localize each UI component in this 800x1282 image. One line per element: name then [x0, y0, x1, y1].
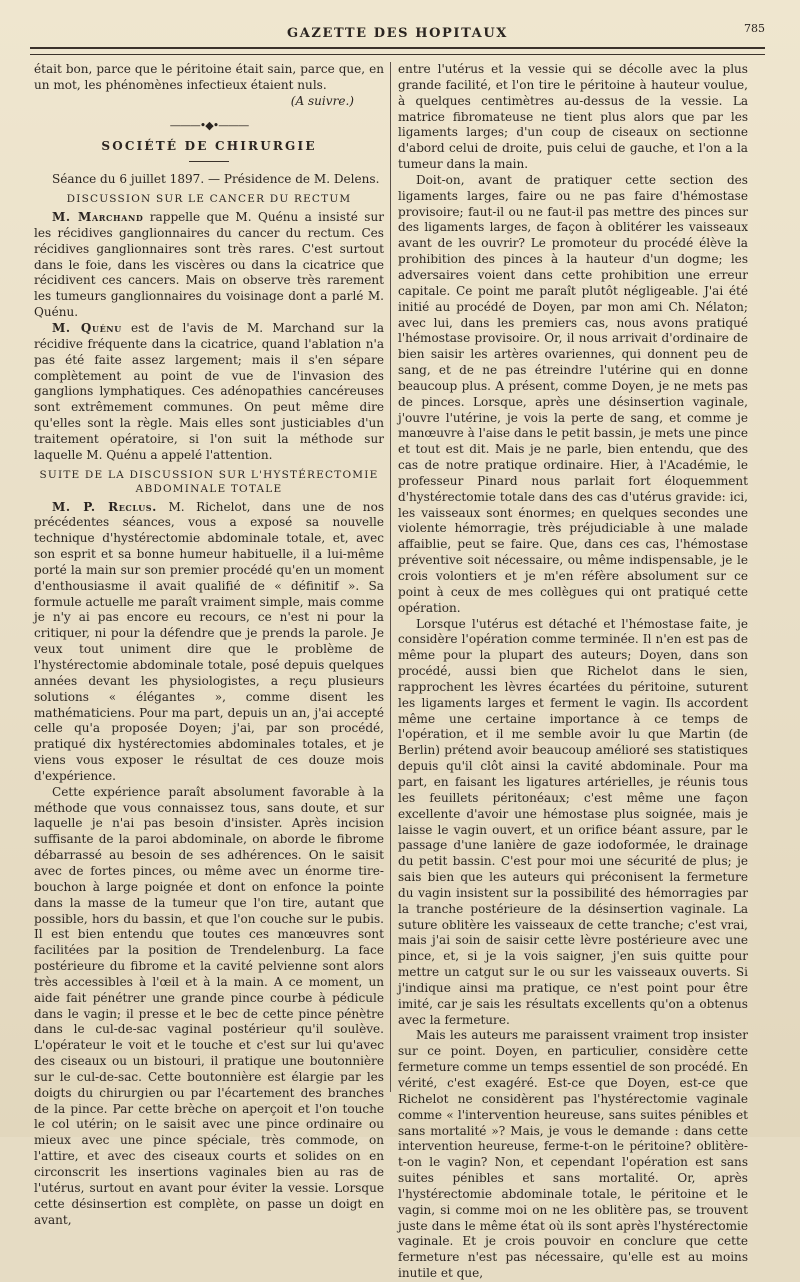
- section-heading: SOCIÉTÉ DE CHIRURGIE: [101, 139, 317, 154]
- discussion-heading: DISCUSSION SUR LE CANCER DU RECTUM: [66, 193, 352, 206]
- paragraph: entre l'utérus et la vessie qui se décolle avec la plus grande facilité, et l'on tire le péritoine à hauteur voulue, à quelques centimètres au-dessus de la vessie. La matrice fibromateuse ne tient plus alors que par les ligaments larges; d'un coup de ciseaux on sectionne d'abord celui de droite, puis celui de gauche, et l'on a la tumeur dans la main.: [398, 62, 748, 172]
- paragraph: [34, 210, 384, 321]
- column-divider: [390, 62, 391, 1092]
- paragraph: [34, 500, 384, 785]
- continuation-note: (A suivre.): [290, 93, 354, 108]
- page-number: 785: [744, 22, 765, 35]
- paragraph-text: est de l'avis de M. Marchand sur la récidive fréquente dans la cicatrice, quand l'ablation n'a pas été faite assez largement; mais il s'en sépare complètement au point de vue de l'invasion des ganglions lymphatiques. Ces adénopathies cancéreuses sont extrêmement communes. On peut même dire qu'elles sont la règle. Mais elles sont justiciables d'un traitement opératoire, si l'on suit la méthode sur laquelle M. Quénu a appelé l'attention.: [34, 320, 384, 462]
- paragraph: Doit-on, avant de pratiquer cette section des ligaments larges, faire ou ne pas faire d'hémostase provisoire; faut-il ou ne faut-il pas mettre des pinces sur des ligaments larges, de façon à oblitérer les vaisseaux avant de les ouvrir? Le promoteur du procédé élève la prohibition des pinces à la hauteur d'un dogme; les adversaires voient dans cette prohibition une erreur capitale. Ce point me paraît plutôt négligeable. J'ai été initié au procédé de Doyen, par mon ami Ch. Nélaton; avec lui, dans les premiers cas, nous avons pratiqué l'hémostase provisoire. Or, il nous arrivait d'ordinaire de bien saisir les artères ovariennes, qui donnent peu de sang, et de ne pas étreindre l'utérine qui en donne beaucoup plus. A présent, comme Doyen, je ne mets pas de pinces. Lorsque, après une désinsertion vaginale, j'ouvre l'utérine, je vois la perte de sang, et comme je manœuvre à l'aise dans le petit bassin, je mets une pince et tout est dit. Mais je ne parle, bien entendu, que des cas de notre pratique ordinaire. Hier, à l'Académie, le professeur Pinard nous parlait fort éloquemment d'hystérectomie totale dans des cas d'utérus gravide: ici, les vaisseaux sont énormes; en quelques secondes une violente hémorragie, très préjudiciable à une malade affaiblie, peut se faire. Que, dans ces cas, l'hémostase préventive soit nécessaire, ou même indispensable, je le crois volontiers et je m'en réfère absolument sur ce point à ceux de mes collègues qui ont pratiqué cette opération.: [398, 172, 748, 615]
- session-line: Séance du 6 juillet 1897. — Présidence de M. Delens.: [52, 172, 380, 187]
- speaker-name: M. Quénu: [52, 320, 122, 335]
- paragraph-text: M. Richelot, dans une de nos précédentes séances, vous a exposé sa nouvelle technique d'hystérectomie abdominale totale, et, avec son esprit et sa bonne humeur habituelle, il a lui-même porté la main sur son premier procédé qu'en un moment d'enthousiasme il avait qualifié de « définitif ». Sa formule actuelle me paraît vraiment simple, mais comme je n'y ai pas encore eu recours, ce n'est ni pour la critiquer, ni pour la défendre que je prends la parole. Je veux tout uniment dire que le problème de l'hystérectomie abdominale totale, posé depuis quelques années devant les physiologistes, a reçu plusieurs solutions « élégantes », comme disent les mathématiciens. Pour ma part, depuis un an, j'ai accepté celle qu'a proposée Doyen; j'ai, par son procédé, pratiqué dix hystérectomies abdominales totales, et je viens vous exposer le résultat de ces douze mois d'expérience.: [34, 499, 384, 783]
- section-ornament: ———•◆•———: [169, 118, 249, 132]
- discussion-heading: SUITE DE LA DISCUSSION SUR L'HYSTÉRECTOMIE ABDOMINALE TOTALE: [39, 468, 379, 495]
- paragraph: Lorsque l'utérus est détaché et l'hémostase faite, je considère l'opération comme terminée. Il n'en est pas de même pour la plupart des auteurs; Doyen, dans son procédé, aussi bien que Richelot dans le sien, rapprochent les lèvres écartées du péritoine, suturent les ligaments larges et ferment le vagin. Ils accordent même une certaine importance à ce temps de l'opération, et il me semble avoir lu que Martin (de Berlin) prétend avoir beaucoup amélioré ses statistiques depuis qu'il clôt ainsi la cavité abdominale. Pour ma part, en faisant les ligatures artérielles, je réunis tous les feuillets péritonéaux; c'est même une façon excellente d'avoir une hémostase plus soignée, mais je laisse le vagin ouvert, et un orifice béant assure, par le passage d'une lanière de gaze iodoformée, le drainage du petit bassin. C'est pour moi une sécurité de plus; je sais bien que les auteurs qui préconisent la fermeture du vagin insistent sur la possibilité des hémorragies par la tranche postérieure de la désinsertion vaginale. La suture oblitère les vaisseaux de cette tranche; c'est vrai, mais j'ai soin de saisir cette lèvre postérieure avec une pince, et, si je la vois saigner, j'en suis quitte pour mettre un catgut sur le ou sur les vaisseaux ouverts. Si j'indique ainsi ma pratique, ce n'est point pour être imité, car je sais les résultats excellents qu'on a obtenus avec la fermeture.: [398, 616, 748, 1027]
- running-header: [30, 22, 765, 48]
- paragraph: [34, 321, 384, 464]
- right-column: [398, 62, 748, 1282]
- paragraph: était bon, parce que le péritoine était sain, parce que, en un mot, les phénomènes infectieux étaient nuls.: [34, 62, 384, 92]
- left-column: [34, 62, 384, 1228]
- journal-title: GAZETTE DES HOPITAUX: [287, 26, 508, 41]
- paragraph-text: rappelle que M. Quénu a insisté sur les récidives ganglionnaires du cancer du rectum. Ces récidives ganglionnaires sont très rares. C'est surtout dans le foie, dans les viscères ou dans la cicatrice que récidivent ces cancers. Mais on observe très rarement les tumeurs ganglionnaires du voisinage dont a parlé M. Quénu.: [34, 210, 384, 320]
- speaker-name: M. P. Reclus.: [52, 499, 157, 514]
- paragraph: Cette expérience paraît absolument favorable à la méthode que vous connaissez tous, sans doute, et sur laquelle je n'ai pas besoin d'insister. Après incision suffisante de la paroi abdominale, on aborde le fibrome débarrassé au besoin de ses adhérences. On le saisit avec de fortes pinces, ou même avec un énorme tire-bouchon à large poignée et dont on enfonce la pointe dans la masse de la tumeur que l'on tire, autant que possible, hors du bassin, et que l'on couche sur le pubis. Il est bien entendu que toutes ces manœuvres sont facilitées par la position de Trendelenburg. La face postérieure du fibrome et la cavité pelvienne sont alors très accessibles à l'œil et à la main. A ce moment, un aide fait pénétrer une grande pince courbe à pédicule dans le vagin; il presse et le bec de cette pince pénètre dans le cul-de-sac vaginal postérieur qu'il soulève. L'opérateur le voit et le touche et c'est sur lui qu'avec des ciseaux ou un bistouri, il pratique une boutonnière sur le cul-de-sac. Cette boutonnière est élargie par les doigts du chirurgien ou par l'écartement des branches de la pince. Par cette brèche on aperçoit et l'on touche le col utérin; on le saisit avec une pince ordinaire ou mieux avec une pince spéciale, très commode, on l'attire, et avec des ciseaux courts et solides on en circonscrit les insertions vaginales bien au ras de l'utérus, surtout en avant pour éviter la vessie. Lorsque cette désinsertion est complète, on passe un doigt en avant,: [34, 784, 384, 1227]
- speaker-name: M. Marchand: [52, 210, 144, 225]
- header-rule: [30, 47, 765, 55]
- paragraph: Mais les auteurs me paraissent vraiment trop insister sur ce point. Doyen, en particulier, considère cette fermeture comme un temps essentiel de son procédé. En vérité, c'est exagéré. Est-ce que Doyen, est-ce que Richelot ne considèrent pas l'hystérectomie vaginale comme « l'intervention heureuse, sans suites pénibles et sans mortalité »? Mais, je vous le demande : dans cette intervention heureuse, ferme-t-on le péritoine? oblitère-t-on le vagin? Non, et cependant l'opération est sans suites pénibles et sans mortalité. Or, après l'hystérectomie abdominale totale, le péritoine et le vagin, si comme moi on ne les oblitère pas, se trouvent juste dans le même état où ils sont après l'hystérectomie vaginale. Et je crois pouvoir en conclure que cette fermeture n'est pas nécessaire, qu'elle est au moins inutile et que,: [398, 1028, 748, 1281]
- heading-rule: [189, 161, 229, 162]
